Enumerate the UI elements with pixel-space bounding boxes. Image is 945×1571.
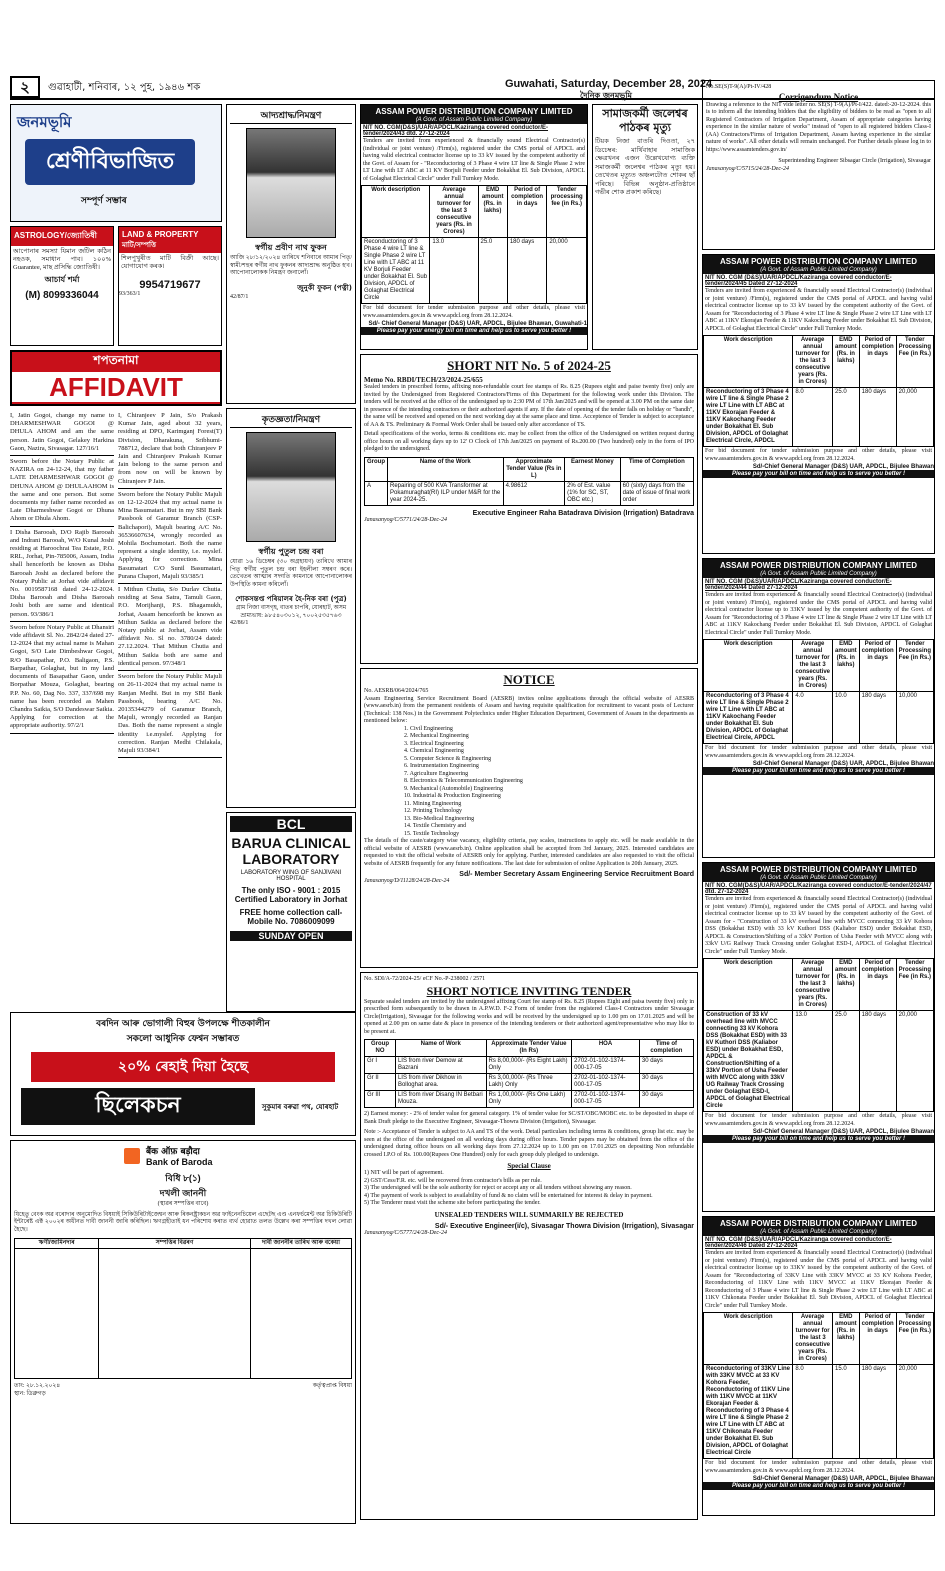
astrology-heading: ASTROLOGY/জ্যোতিষী: [11, 227, 113, 246]
header-date-english: Guwahati, Saturday, December 28, 2024: [505, 78, 713, 90]
sntit-cell: 30 days: [639, 1057, 693, 1074]
sntit-clause: 2) GST/Cess/F.R. etc. will be recovered from contractor's bills as per rule.: [364, 1177, 542, 1184]
apdcl-right-th: Work description: [704, 336, 793, 388]
bob-th-2: সম্পত্তিৰ বিৱৰণ: [99, 1239, 251, 1249]
sntit-body: Separate sealed tenders are invited by the undersigned affixing Court fee stamp of Rs. 8.25 (Rupees Eight and paisa twenty five) only in prescribed form subsequently to be drawn in A.P.W.D. F-2 Form of tender from the registered Class-I Contractors under Sivasagar Circle(Irrigation), Sivasagar for the following works and will be received by the undersigned up to 1.00 pm on 17.01.2025 and will be opened at 2.00 pm on same date & place in presence of the intending tenderers or their authorized agent/representative who may like to be present at.: [364, 998, 694, 1035]
aesrb-list-item: 8. Electronics & Telecommunication Engineering: [404, 778, 523, 784]
land-body: শিলপুখুৰীত মাটি বিক্ৰী আছে। যোগাযোগ কৰক।: [121, 255, 219, 270]
obituary-2-signer: শোকসন্তপ্ত পৰিয়ালৰ হৈ-নিক বৰা (পুত্ৰ): [235, 595, 347, 603]
classifieds-title: শ্ৰেণীবিভাজিত: [25, 139, 195, 185]
apdcl-right-th: Work description: [704, 1313, 793, 1365]
apdcl-main-details: For bid document for tender submission purpose and other details, please visit www.assamtenders.gov.in & www.apdcl.org from 28.12.2024.: [363, 305, 585, 319]
sntit-clause: 5) The Tenderer must visit the scheme site before participating the tender.: [364, 1200, 541, 1206]
bob-th-1: ঋণী/জামিনদাৰ: [15, 1239, 99, 1249]
obituary-2-name: স্বৰ্গীয় পুতুল চন্দ্ৰ বৰা: [258, 547, 324, 556]
aesrb-list-item: 3. Electrical Engineering: [404, 740, 464, 747]
land-heading: LAND & PROPERTY: [119, 227, 221, 239]
land-subheading: মাটি/সম্পত্তি: [119, 239, 221, 253]
apdcl-right-th: Average annual turnover for the last 3 consecutive years (Rs. in Crores): [793, 1313, 833, 1365]
short-nit-td-4: 2% of Est. value (1% for SC, ST, OBC etc.): [565, 481, 621, 505]
apdcl-right-td: 4.0: [793, 692, 833, 744]
obituary-1: [226, 104, 356, 404]
apdcl-right-body: Tenders are invited from experienced & financially sound Electrical Contractor(s) (individual or joint venture) /Firm(s), registered under the CMS portal of APDCL and having valid electrical contractor license up to 33KV issued by the competent authority of the Govt. of Assam for "Reconductoring of 33KV Line with 33KV MVCC at 33 KV Kohora Feeder, Reconductoring of 11KV Line with 11KV MVCC at 11KV Ekorajan Feeder & Reconductoring of 3 Phase 4 wire LT line & Single Phase 2 wire LT Line with LT ABC at 11KV Chikonata Feeder under Bokakhat El. Sub Division, APDCL of Golaghat Electrical Circle" under Full Turnkey Mode.: [705, 1250, 932, 1309]
apdcl-main-nit: NIT NO. CGM(D&S)/UAR/APDCL/Kaziranga covered conductor/E-tender/2024/43 dtd. 27-12-2024: [363, 125, 549, 137]
classifieds-masthead: [10, 104, 222, 222]
apdcl-right-td: 20,000: [896, 1011, 933, 1112]
bob-table: [14, 1238, 352, 1379]
affidavit-item: Sworn before the Notary Public at NAZIRA on 24-12-24, that my father LATE DHARMESHWAR GOGOI @ DHUNA AHOM @ DHULAAHOM is the same and one person. But some documents my father name recorded as Late Dharmeshwar Gogoi or Dhuna Ahom or Dhula Ahom.: [10, 456, 114, 527]
short-nit-memo: Memo No. RBDI/TECH/23/2024-25/655: [364, 376, 483, 384]
short-nit-td-1: A: [365, 481, 388, 505]
short-nit-code: Janasanyog/C/5771/24/28-Dec-24: [364, 516, 447, 523]
obituary-1-photo: [246, 128, 336, 238]
sntit-table: [364, 1039, 694, 1108]
classifieds-brand: জনমভূমি: [17, 113, 72, 131]
sntit-earnest: 2) Earnest money: - 2% of tender value for general category. 1% of tender value for SC/ST/OBC/MOBC etc. to be deposited in shape of Bank Draft pledge to the Executive Engineer, Sivasagar-Thowra Division (Irrigation), Sivasagar.: [364, 1111, 694, 1125]
apdcl-right-body: Tenders are invited from experienced & financially sound Electrical Contractor(s) (individual or joint venture) /Firm(s), registered under the CMS portal of APDCL and having valid electrical contractor license up to 33KV issued by the competent authority of the Govt. of Assam for "Reconductoring of 3 Phase 4 wire LT line & Single Phase 2 wire LT Line with LT ABC at 11KV Kakochang Feeder under Bokakhat El. Sub Division, APDCL of Golaghat Electrical Circle" under Full Turnkey Mode.: [705, 592, 932, 636]
short-nit-td-2: Repairing of 500 KVA Transformer at Pokamuraghat(RI) ILP under M&R for the year 2024-25.: [388, 481, 504, 505]
sntit-cell: Rs 3,00,000/- (Rs Three Lakh) Only: [486, 1074, 572, 1091]
aesrb-list-item: 6. Instrumentation Engineering: [404, 763, 479, 769]
apdcl-right-details: For bid document for tender submission purpose and other details, please visit www.assamtenders.gov.in & www.apdcl.org from 28.12.2024.: [705, 1460, 932, 1474]
apdcl-right-notice: [702, 254, 935, 554]
column-tenders: [360, 104, 698, 1524]
apdcl-right-nit: NIT NO. CGM (D&S)/UAR/APDCL/Kaziranga covered conductor/E-tender/2024/44 Dated 27-12-2024: [705, 579, 892, 591]
apdcl-right-title: ASSAM POWER DISTRIBUTION COMPANY LIMITED: [703, 1217, 934, 1229]
apdcl-right-td: Reconductoring of 3 Phase 4 wire LT line & Single Phase 2 wire LT Line with LT ABC at 11KV Kakochang Feeder under Bokakhat El. Sub Division, APDCL of Golaghat Electrical Circle, APDCL: [704, 692, 793, 744]
sntit-th-2: Name of Work: [395, 1040, 486, 1057]
sntit-clause: 4) The payment of work is subject to availability of fund & no claim will be entertained for interest & delay in payment.: [364, 1192, 653, 1199]
aesrb-sign: Sd/- Member Secretary Assam Engineering Service Recruitment Board: [459, 871, 694, 878]
classifieds-subtitle: সম্পূৰ্ণ সম্ভাৰ: [81, 196, 127, 206]
bcl-title: BARUA CLINICAL LABORATORY: [231, 835, 351, 867]
apdcl-right-notice: [702, 862, 935, 1212]
apdcl-main-th-4: Period of completion in days: [507, 186, 546, 238]
obituary-2-code: 42/86/1: [230, 620, 249, 626]
sntit-clause: 1) NIT will be part of agreement.: [364, 1170, 444, 1176]
offer-ad: [10, 1012, 356, 1136]
obituary-2-phone: ভ্ৰাম্যভাষ: ৯৮৫৪০৩০১২, ৭০০২৫৩৫৭৬৩: [240, 612, 342, 619]
apdcl-right-details: For bid document for tender submission purpose and other details, please visit www.assamtenders.gov.in & www.apdcl.org from 28.12.2024.: [705, 745, 932, 759]
sntit-cell: LIS from river Dikhow in Bolloghat area.: [395, 1074, 486, 1091]
sntit-clause-title: Special Clause: [507, 1162, 551, 1170]
bob-signer: কৰ্তৃত্বপ্ৰাপ্ত বিষয়া: [312, 1383, 352, 1389]
column-notices: [226, 104, 356, 1024]
apdcl-right-td: Reconductoring of 33KV Line with 33KV MVCC at 33 KV Kohora Feeder, Reconductoring of 11KV Line with 11KV MVCC at 11KV Ekorajan Feeder & Reconductoring of 3 Phase 4 wire LT line & Single Phase 2 wire LT Line with LT ABC at 11KV Chikonata Feeder under Bokakhat El. Sub Division, APDCL of Golaghat Electrical Circle: [704, 1365, 793, 1459]
apdcl-right-sub: (A Govt. of Assam Public Limited Company): [703, 875, 934, 882]
aesrb-list-item: 2. Mechanical Engineering: [404, 733, 469, 739]
bob-body: যিহেতু বেংক অৱ বৰোদাৰ অনুমোদিত বিষয়াই সিকিউৰিটাইজেশ্বন আৰু ৰিকনষ্ট্ৰাকচন অৱ ফাইনেনচিয়েল এছেটছ এণ্ড এনফৰ্চমেন্ট অৱ চিকিউৰিটি ইন্টাৰেষ্ট এক্ট ২০০২ৰ অধীনত দাবী জাননী জাৰি কৰিছিল। ঋণগ্ৰহীতাই ধন পৰিশোধ কৰাত ব্যৰ্থ হোৱাত তলত উল্লেখ কৰা সম্পত্তিৰ দখল লোৱা হৈছে।: [14, 1211, 352, 1233]
sntit-cell: Rs 8,00,000/- (Rs Eight Lakh) Only: [486, 1057, 572, 1074]
bob-logo-icon: [124, 1148, 140, 1164]
sntit-th-3: Approximate Tender Value (In Rs): [486, 1040, 572, 1057]
aesrb-list-item: 5. Computer Science & Engineering: [404, 755, 492, 762]
aesrb-list-item: 14. Textile Chemistry and: [404, 823, 467, 829]
apdcl-right-th: Period of completion in days: [859, 959, 896, 1011]
astrology-ad: [10, 226, 114, 346]
header-date-assamese: গুৱাহাটী, শনিবাৰ, ১২ পুহ, ১৯৪৬ শক: [48, 82, 201, 93]
affidavit-banner: [10, 350, 222, 406]
apdcl-main-td-5: 20,000: [547, 238, 587, 304]
sntit-cell: 30 days: [639, 1091, 693, 1108]
aesrb-title: NOTICE: [503, 672, 555, 687]
corrigendum-code: Janasanyog/C/5715/24/28-Dec-24: [706, 165, 789, 172]
header-paper-name: দৈনিক জনমভূমি: [580, 91, 632, 100]
apdcl-main-th-1: Work description: [362, 186, 430, 238]
short-nit-table: [364, 457, 694, 506]
samajik-news: [592, 104, 698, 350]
offer-brand: ছিলেকচন: [21, 1088, 255, 1125]
sntit-cell: Gr II: [365, 1074, 396, 1091]
apdcl-right-foot: Please pay your bill on time and help us to serve you better !: [703, 767, 934, 775]
apdcl-main-body: Tenders are invited from experienced & financially sound Electrical Contractor(s) (individual or joint venture) /Firm(s), registered under the CMS portal of APDCL and having valid electrical contractor license up to 33 kV issued by the competent authority of the Govt. of Assam for - "Reconductoring of 3 Phase 4 wire LT line & Single Phase 2 wire LT Line with LT ABC at 11 KV Borjuli Feeder under Bokakhat El. Sub Division, APDCL of Golaghat Electrical Circle" under Full Turnkey Mode.: [363, 138, 585, 182]
aesrb-list: [404, 726, 694, 839]
bob-sub2: (স্থাৱৰ সম্পত্তিৰ বাবে): [157, 1201, 209, 1207]
apdcl-main-th-5: Tender processing fee (in Rs.): [547, 186, 587, 238]
apdcl-right-sign: Sd/-Chief General Manager (D&S) UAR, APDCL, Bijulee Bhawan: [752, 1476, 934, 1482]
apdcl-right-notices: [702, 254, 935, 1516]
apdcl-right-table: [703, 958, 934, 1112]
obituary-2-photo: [246, 432, 336, 542]
apdcl-right-notice: [702, 558, 935, 858]
apdcl-right-td: 180 days: [859, 388, 896, 447]
sntit-th-4: HOA: [572, 1040, 640, 1057]
apdcl-right-details: For bid document for tender submission purpose and other details, please visit www.assamtenders.gov.in & www.apdcl.org from 28.12.2024.: [705, 1113, 932, 1127]
aesrb-list-item: 13. Bio-Medical Engineering: [404, 815, 475, 822]
sntit-sign: Sd/- Executive Engineer(i/c), Sivasagar Thowra Division (Irrigation), Sivasagar: [434, 1222, 694, 1230]
apdcl-right-th: EMD amount (Rs. in lakhs): [832, 640, 859, 692]
sntit-th-5: Time of completion: [639, 1040, 693, 1057]
offer-line2: সকলো আধুনিক ফেশ্বন সম্ভাৰত: [126, 1034, 240, 1044]
obituary-2-heading: কৃতজ্ঞতা/নিমন্ত্ৰণ: [230, 412, 352, 428]
corrigendum-sign: Superintending Engineer Sibsagar Circle (Irrigation), Sivasagar: [778, 158, 931, 164]
apdcl-right-th: EMD amount (Rs. in lakhs): [832, 1313, 859, 1365]
apdcl-main-td-4: 180 days: [507, 238, 546, 304]
apdcl-right-td: 13.0: [793, 1011, 833, 1112]
aesrb-list-item: 12. Printing Technology: [404, 808, 462, 814]
apdcl-main-td-3: 25.0: [478, 238, 507, 304]
offer-discount: ২০% ৰেহাই দিয়া হৈছে: [31, 1052, 335, 1082]
apdcl-right-title: ASSAM POWER DISTRIBUTION COMPANY LIMITED: [703, 559, 934, 571]
obituary-2-body: যোৱা ১৬ ডিচেম্বৰ (৩০ অগ্ৰহায়ণ) তাৰিখে আমাৰ পিতৃ স্বৰ্গীয় পুতুল চন্দ্ৰ বৰা ইহলীলা সম্বৰণ কৰে। তেখেতৰ আত্মাৰ সদ্গতি কামনাৰে আপোনালোকৰ উপস্থিতি কামনা কৰিলোঁ।: [230, 559, 352, 588]
apdcl-main-th-2: Average annual turnover for the last 3 consecutive years (Rs. in Crores): [430, 186, 478, 238]
sntit-cell: 2702-01-102-1374-000-17-05: [572, 1091, 640, 1108]
apdcl-right-td: 180 days: [859, 1365, 896, 1459]
apdcl-right-th: Work description: [704, 959, 793, 1011]
obituary-1-signer: জুনুকী ফুকন (পত্নী): [297, 283, 352, 292]
apdcl-right-sub: (A Govt. of Assam Public Limited Company): [703, 1229, 934, 1236]
apdcl-right-th: Tender Processing Fee (in Rs.): [896, 336, 933, 388]
apdcl-right-sign: Sd/-Chief General Manager (D&S) UAR, APDCL, Bijulee Bhawan: [752, 1129, 934, 1135]
sntit-cell: LIS from river Demow at Bazrani: [395, 1057, 486, 1074]
land-ad: [118, 226, 222, 346]
bob-place: স্থান: ডিব্ৰুগড়: [14, 1390, 46, 1397]
aesrb-list-item: 11. Mining Engineering: [404, 800, 462, 807]
affidavit-banner-en: AFFIDAVIT: [12, 372, 220, 402]
apdcl-right-th: Average annual turnover for the last 3 consecutive years (Rs. in Crores): [793, 640, 833, 692]
bcl-sunday: SUNDAY OPEN: [230, 931, 352, 941]
short-nit-notice: [360, 354, 698, 664]
corrigendum-title: Corrigendum Notice: [778, 91, 859, 102]
apdcl-right-th: Tender Processing Fee (in Rs.): [896, 640, 933, 692]
aesrb-no: No. AESRB/064/2024/765: [364, 688, 429, 694]
apdcl-right-th: Work description: [704, 640, 793, 692]
sntit-ref: No. SDI/A-72/2024-25/ eCF No.-P-238002 / 2571: [364, 976, 486, 982]
obituary-2-address: গ্ৰাম নিজা বাসগৃহ, বাতৰ চাপৰি, যোৰহাট, অসম: [235, 605, 347, 611]
sntit-cell: LIS from river Disang IN Betbari Mouza.: [395, 1091, 486, 1108]
apdcl-right-th: Average annual turnover for the last 3 consecutive years (Rs. in Crores): [793, 336, 833, 388]
short-nit-td-5: 60 (sixty) days from the date of issue of final work order: [620, 481, 693, 505]
apdcl-right-foot: Please pay your bill on time and help us to serve you better !: [703, 1482, 934, 1490]
astrology-body: আপোনাৰ সমস্যা যিমান জটিল কঠিন নহওক, সমাধান পাব। ১০০% Guarantee, মাছ প্ৰসিদ্ধি জ্যোতিষী।: [13, 248, 111, 271]
obituary-1-heading: আদ্যশ্ৰাদ্ধ/নিমন্ত্ৰণ: [230, 108, 352, 124]
apdcl-right-notice: [702, 1216, 935, 1516]
short-nit-th-2: Name of the Work: [388, 457, 504, 481]
apdcl-right-th: Period of completion in days: [859, 1313, 896, 1365]
apdcl-right-nit: NIT NO. CGM (D&S)/UAR/APDCL/Kaziranga covered conductor/E-tender/2024/45 Dated 27-12-2024: [705, 275, 892, 287]
affidavit-item: I, Jatin Gogoi, change my name to DHARMESHWAR GOGOI @ DHULA AHOM and am the same person. Jatin Gogoi, Gelakey Harkina Gaon, Nazira, Sivasagar. 127/16/1: [10, 410, 114, 456]
sntit-clauses: [364, 1170, 694, 1208]
sntit-th-1: Group NO: [365, 1040, 396, 1057]
bcl-tagline: LABORATORY WING OF SANJIVANI HOSPITAL: [240, 870, 342, 882]
apdcl-right-th: Tender Processing Fee (in Rs.): [896, 959, 933, 1011]
land-phone: 9954719677: [139, 279, 201, 291]
short-nit-th-5: Time of Completion: [620, 457, 693, 481]
bcl-home: FREE home collection call- Mobile No. 7086009099: [239, 908, 343, 926]
offer-brand-sub: সুকুমাৰ বৰুৱা পথ, যোৰহাট: [261, 1102, 339, 1111]
apdcl-right-td: 15.0: [832, 1365, 859, 1459]
apdcl-main-notice: [360, 104, 588, 350]
sntit-cell: 2702-01-102-1374-000-17-05: [572, 1057, 640, 1074]
sntit-body2: Note :- Acceptance of Tender is subject to AA and TS of the work. Detail particulars including terms & conditions, group list etc. may be seen at the office of the undersigned on all working days during office hours. Tender papers may be obtained from the office of the undersigned during office hours on all working days from 27.12.2024 up to 1.00 pm on 17.01.2025 on depositing Non refundable crossed I.P.O of Rs. 100.00(Rupees One Hundred) only for each group duly pledged to undersign.: [364, 1129, 694, 1158]
apdcl-right-nit: NIT NO. CGM(D&S)/UAR/APDCL/Kaziranga covered conductor/E-tender/2024/47 dtd. 27-12-2024: [705, 883, 932, 895]
sntit-title: SHORT NOTICE INVITING TENDER: [426, 983, 632, 998]
affidavit-list-mid: [118, 410, 222, 758]
bob-th-3: দাবী জাননীৰ তাৰিখ আৰু বকেয়া: [250, 1239, 351, 1249]
affidavit-item: Sworn before the Notary Public Majuli on 26-11-2024 that my actual name is Ranjan Medhi. But in my SBI Bank Passbook, bearing A/C No. 20135344279 of Garamur Branch, Majuli, wrongly recorded as Ranjan Das. Both the name represent a single identity i.e.myslef. Applying for correction. Ranjan Medhi Chilakala, Majuli 93/384/1: [118, 671, 222, 758]
apdcl-right-foot: Please pay your bill on time and help us to serve you better !: [703, 470, 934, 478]
aesrb-list-item: 4. Chemical Engineering: [404, 748, 464, 754]
land-code: 93/363/1: [119, 291, 141, 297]
sntit-notice: [360, 972, 698, 1520]
apdcl-right-th: Period of completion in days: [859, 336, 896, 388]
apdcl-right-td: Construction of 33 kV overhead line with MVCC connecting 33 kV Kohora DSS (Bokakhat ESD) with 33 kV Kuthori DSS (Kaliabor ESD) under Bokakhat ESD, APDCL & Construction/Shifting of a 33kV Portion of Usha Feeder with MVCC along with 33kV UG Railway Track Crossing under Golaghat ESD-I, APDCL of Golaghat Electrical Circle: [704, 1011, 793, 1112]
apdcl-right-sign: Sd/-Chief General Manager (D&S) UAR, APDCL, Bijulee Bhawan: [752, 464, 934, 470]
aesrb-list-item: 1. Civil Engineering: [404, 725, 453, 732]
bob-notice: [10, 1140, 356, 1524]
apdcl-right-td: 10.0: [832, 692, 859, 744]
sntit-cell: Gr III: [365, 1091, 396, 1108]
aesrb-code: Janasanyog/D/11128/24/28-Dec-24: [364, 878, 450, 884]
bob-subtitle: দখলী জাননী: [159, 1188, 207, 1198]
apdcl-right-td: 180 days: [859, 1011, 896, 1112]
apdcl-right-body: Tenders are invited from experienced & financially sound Electrical Contractor(s) (individual or joint venture) /Firm(s), registered under the CMS portal of APDCL and having valid electrical contractor license up to 33 kV issued by the competent authority of the Govt. of Assam for - "Construction of 33 kV overhead line with MVCC connecting 33 kV Kohora DSS (Bokakhat ESD) with 33 kV Kuthori DSS (Kaliabor ESD) under Bokakhat ESD, APDCL & Construction/Shifting of a 33kV Portion of Usha Feeder with MVCC along with 33kV U/G Railway Track Crossing under Golaghat ESD-I, APDCL of Golaghat Electrical Circle" under Full Turnkey Mode.: [705, 896, 932, 955]
sntit-code: Janasanyog/C/5777/24/28-Dec-24: [364, 1229, 447, 1236]
bcl-iso: The only ISO - 9001 : 2015 Certified Laboratory in Jorhat: [234, 886, 348, 904]
short-nit-th-4: Earnest Money: [565, 457, 621, 481]
affidavit-list-left: [10, 410, 114, 758]
aesrb-body: Assam Engineering Service Recruitment Board (AESRB) invites online applications through the official website of AESRB (www.aesrb.in) from the permanent residents of Assam and having requisite qualification for recruitment to vacant posts of Lecturer (Technical: 138 Nos.) in the Government Polytechnics under Higher Education Department, Government of Assam in the departments as mentioned below:: [364, 695, 694, 724]
affidavit-item: I, Chiranjeev P Jain, S/o Prakash Kumar Jain, aged about 32 years, residing at DPO, Karimganj Forest(T) Division, Dharakuna, Sribhumi-788712, declare that both Chiranjeev P Jain and Chiranjeev Prakash Kumar Jain belong to the same person and from now on will be known by Chiranjeev P Jain.: [118, 410, 222, 489]
aesrb-body2: The details of the caste/category wise vacancy, eligibility criteria, pay scales, instructions to apply etc. will be made available in the official website of AESRB (www.aesrb.in). Online application shall be accepted from 3rd January, 2025. Interested candidates are requested to visit the official website of AESRB only for applying. Further, interested candidates are also requested to visit the official website of AESRB frequently for any future notifications. The last date for submission of online Application is 20th January, 2025.: [364, 838, 694, 867]
sntit-reject: UNSEALED TENDERS WILL SUMMARILY BE REJECTED: [434, 1210, 624, 1219]
aesrb-list-item: 15. Textile Technology: [404, 830, 460, 837]
aesrb-notice: [360, 668, 698, 968]
apdcl-right-body: Tenders are invited from experienced & financially sound Electrical Contractor(s) (individual or joint venture) /Firm(s), registered under the CMS portal of APDCL and having valid electrical contractor license up to 33 kV issued by the competent authority of the Govt. of Assam for "Reconductoring of 3 Phase 4 wire LT line & Single Phase 2 wire LT Line with LT ABC at 11KV Ekorajan Feeder & 11KV Kakochang Feeder under Bokakhat El. Sub Division, APDCL of Golaghat Electrical Circle" under Full Turnkey Mode.: [705, 288, 932, 332]
corrigendum-body: Drawing a reference to the NIT vide letter no. SE(S) T-9(A)/Pt-I/422. dated:-20-12-2024. this is to inform all the intending bidders that the eligibility of bidders to be read as "open to all Registered Contractors of Irrigation Department, Assam of appropriate categories having experience in the similar nature of works" instead of "open to all registered bidders Class-I (AA) Contractors/Firms of Irrigation Department, Assam having experience in the similar nature of works". All other details will remain unchanged. For Further details please log in to https://www.assamtenders.gov.in/: [706, 101, 931, 153]
apdcl-right-td: 8.0: [793, 1365, 833, 1459]
bcl-logo: BCL: [230, 816, 352, 832]
short-nit-body: Sealed tenders in prescribed forms, affixing non-refundable court fee stamps of Rs. 8.25 (Rupees eight and paise twenty five) only are invited by the Undersigned from Registered Contractors/Firms of this Department for the following work under this Division. The tenders will be received at the office of the undersigned up to 2:30 PM of 17th Jan/2025 and will be opened at 3.00 PM on the same date in presence of the intending contractors or their authorized agents if any. If the date of opening of the tender falls on holiday or "bandh", the same will be received and opened on the next working day at the same place and time. Acceptence of Tender is subject to acceptance of AA & TS. Preliminary & Formal Work Order shall be issued only after accordance of TS.: [364, 384, 694, 428]
apdcl-right-td: 10,000: [896, 692, 933, 744]
short-nit-title: SHORT NIT No. 5 of 2024-25: [447, 358, 611, 373]
apdcl-right-th: Average annual turnover for the last 3 consecutive years (Rs. in Crores): [793, 959, 833, 1011]
aesrb-list-item: 10. Industrial & Production Engineering: [404, 793, 501, 799]
apdcl-right-th: EMD amount (Rs. in lakhs): [832, 959, 859, 1011]
apdcl-main-sub: (A Govt. of Assam Public Limited Company): [361, 117, 587, 124]
apdcl-right-sign: Sd/-Chief General Manager (D&S) UAR, APDCL, Bijulee Bhawan: [752, 761, 934, 767]
affidavit-banner-as: শপতনামা: [93, 353, 139, 367]
astrology-phone: (M) 8099336044: [25, 290, 99, 301]
offer-line1: বৰদিন আৰু ভোগালী বিহুৰ উপলক্ষে শীতকালীন: [96, 1019, 270, 1029]
apdcl-right-th: Period of completion in days: [859, 640, 896, 692]
bob-date: তাং: ২৮.১২.২০২৪: [14, 1383, 61, 1389]
sntit-cell: Rs 1,00,000/- (Rs One Lakh) Only: [486, 1091, 572, 1108]
apdcl-right-td: 25.0: [832, 1011, 859, 1112]
short-nit-sign: Executive Engineer Raha Batadrava Division (Irrigation) Batadrava: [472, 509, 694, 517]
samajik-body: টিয়ক নিজা বাতৰি দিওতা, ২৭ ডিচেম্বৰ: মাৰ্থিবাহাৰ সামাজিক ক্ষেত্ৰখনৰ এজন উল্লেখযোগ্য ব্যক্তি সমাজকৰ্মী জলেশ্বৰ পাঠকৰ মৃত্যু হয়। তেখেতৰ মৃত্যুত অঞ্চলটোত শোকৰ ছাঁ পৰিছে। বিভিন্ন অনুষ্ঠান-প্ৰতিষ্ঠানে গভীৰ শোক প্ৰকাশ কৰিছে।: [595, 138, 695, 196]
short-nit-th-3: Approximate Tender Value (Rs in L): [503, 457, 565, 481]
apdcl-right-nit: NIT NO. CGM (D&S)/UAR/APDCL/Kaziranga covered conductor/E-tender/2024/46 Dated 27-12-2024: [705, 1237, 892, 1249]
apdcl-right-td: 8.0: [793, 388, 833, 447]
page-number: ২: [10, 76, 40, 98]
aesrb-list-item: 7. Agriculture Engineering: [404, 770, 469, 777]
apdcl-right-title: ASSAM POWER DISTRIBUTION COMPANY LIMITED: [703, 255, 934, 267]
short-nit-body2: Detail specifications of the works, terms & conditions etc. may be collect from the office of the Undersigned on written request during office hours on all working days up to 12' O Clock of 17th Jan/2025 on payment of Rs.200.00 (Two hundred) only in the form of IPO pledged to the undersigned.: [364, 431, 694, 452]
sntit-cell: 2702-01-102-1374-000-17-05: [572, 1074, 640, 1091]
apdcl-main-sign: Sd/- Chief General Manager (D&S) UAR, APDCL, Bijulee Bhawan, Guwahati-1: [368, 321, 587, 327]
bob-title: বিধি ৮(১): [165, 1173, 201, 1183]
corrigendum-notice: [702, 80, 935, 250]
apdcl-right-sub: (A Govt. of Assam Public Limited Company): [703, 571, 934, 578]
apdcl-right-table: [703, 1312, 934, 1459]
affidavit-item: I Mithun Chutia, S/o Durlav Chutia. residing at Sesa Satra, Tamuli Gaon, P.O. Morijhanji, P.S. Bhagamukh, Jorhat, Assam henceforth be known as Mithun Saikia as declared before the Notary public at Jorhat, Assam vide affidavit No. Sl no. 3780/24 dated: 27.12.2024. That Mithun Chutia and Mithun Saikia both are same and identical person. 97/348/1: [118, 584, 222, 671]
obituary-1-code: 42/87/1: [230, 293, 249, 300]
apdcl-right-td: 20,000: [896, 1365, 933, 1459]
sntit-cell: 30 days: [639, 1074, 693, 1091]
obituary-1-body: আজি ২৮/১২/২০২৪ তাৰিখে শনিবাৰে আমাৰ পিতৃ/স্বামী/শহুৰ স্বৰ্গীয় নাথ ফুকনৰ আদ্যশ্ৰাদ্ধ অনুষ্ঠিত হ'ব। আপোনালোকক নিমন্ত্ৰণ জনালোঁ।: [230, 255, 352, 276]
obituary-2: [226, 408, 356, 808]
column-right-tenders: [702, 80, 935, 1524]
apdcl-main-th-3: EMD amount (Rs. in lakhs): [478, 186, 507, 238]
apdcl-right-table: [703, 335, 934, 447]
apdcl-main-td-1: Reconductoring of 3 Phase 4 wire LT line & Single Phase 2 wire LT Line with LT ABC at 11 KV Borjuli Feeder under Bokakhat El. Sub Division, APDCL of Golaghat Electrical Circle: [362, 238, 430, 304]
bob-name-hi: बैंक ऑफ़ बड़ौदा: [146, 1147, 200, 1157]
apdcl-right-th: EMD amount (Rs. in lakhs): [832, 336, 859, 388]
apdcl-right-td: Reconductoring of 3 Phase 4 wire LT line & Single Phase 2 wire LT Line with LT ABC at 11KV Ekorajan Feeder & 11KV Kakochang Feeder under Bokakhat El. Sub Division, APDCL of Golaghat Electrical Circle, APDCL: [704, 388, 793, 447]
apdcl-right-th: Tender Processing Fee (in Rs.): [896, 1313, 933, 1365]
astrology-name: আচাৰ্য শৰ্মা: [44, 275, 80, 284]
corrigendum-ref: No.SE(S)T-9(A)/Pt-IV/428: [706, 84, 772, 90]
short-nit-td-3: 4.98612: [503, 481, 565, 505]
apdcl-main-td-2: 13.0: [430, 238, 478, 304]
affidavit-item: Sworn before Notary Public at Dhansiri vide affidavit Sl. No. 2842/24 dated 27-12-2024 that my actual name is Mahan Gogoi, S/O Late Dimbeshwar Gogoi, R/O Basapathar, P.O. Baligaon, P.S. Barpathar, Golaghat, but in my land documents of Basapathar Gaon, under Borpathar Mouza, Golaghat, bearing P.P. No. 60, Dag No. 337, 337/698 my name has been recorded as Mahen Chandra Saikia, S/O Dandeswar Saikia. Applying for correction at the appropriate authority. 97/2/1: [10, 622, 114, 734]
apdcl-right-title: ASSAM POWER DISTRIBUTION COMPANY LIMITED: [703, 863, 934, 875]
apdcl-right-table: [703, 639, 934, 744]
apdcl-right-td: 25.0: [832, 388, 859, 447]
apdcl-right-td: 180 days: [859, 692, 896, 744]
sntit-cell: Gr I: [365, 1057, 396, 1074]
apdcl-main-title: ASSAM POWER DISTRIBUTION COMPANY LIMITED: [361, 105, 587, 117]
bcl-ad: [226, 812, 356, 1012]
apdcl-right-foot: Please pay your bill on time and help us to serve you better !: [703, 1135, 934, 1143]
aesrb-list-item: 9. Mechanical (Automobile) Engineering: [404, 785, 503, 792]
obituary-1-name: স্বৰ্গীয় প্ৰবীণ নাথ ফুকন: [255, 243, 327, 252]
apdcl-right-sub: (A Govt. of Assam Public Limited Company): [703, 267, 934, 274]
apdcl-right-details: For bid document for tender submission purpose and other details, please visit www.assamtenders.gov.in & www.apdcl.org from 28.12.2024.: [705, 448, 932, 462]
apdcl-main-table: [361, 185, 587, 304]
apdcl-right-td: 20,000: [896, 388, 933, 447]
apdcl-main-foot: Please pay your energy bill on time and help us to serve you better !: [361, 327, 587, 335]
affidavit-item: I Disha Barooah, D/O Rajib Barooah and Indrani Barooah, W/O Kunal Joshi residing at Haroochrai Tea Estate, P.O. RRL, Jorhat, Pin-785006, Assam, India shall henceforth be known as Disha Barooah Joshi as declared before the Notary Public at Jorhat vide affidavit No. 0019587168 dated 24-12-2024. Disha Barooah and Disha Barooah Joshi both are same and identical person. 93/386/1: [10, 527, 114, 622]
sntit-clause: 3) The undersigned will be the sole authority for reject or accept any or all tenders without showing any reason.: [364, 1185, 632, 1191]
affidavit-item: Sworn before the Notary Public Majuli on 12-12-2024 that my actual name is Mina Basumatari. But in my SBI Bank Passbook of Garamur Branch (CSP-Balichapori), Majuli bearing A/C No. 36536607634, wrongly recorded as Mohila Bochumotari. Both the name represent a single identity, i.e. myslef. Applying for correction. Mina Basumatari C/O Sunil Basumatari, Purana Chapori, Majuli 93/385/1: [118, 489, 222, 584]
bob-name-en: Bank of Baroda: [146, 1157, 213, 1167]
samajik-title: সামাজকৰ্মী জলেশ্বৰ পাঠকৰ মৃত্যু: [602, 107, 688, 134]
short-nit-th-1: Group: [365, 457, 388, 481]
